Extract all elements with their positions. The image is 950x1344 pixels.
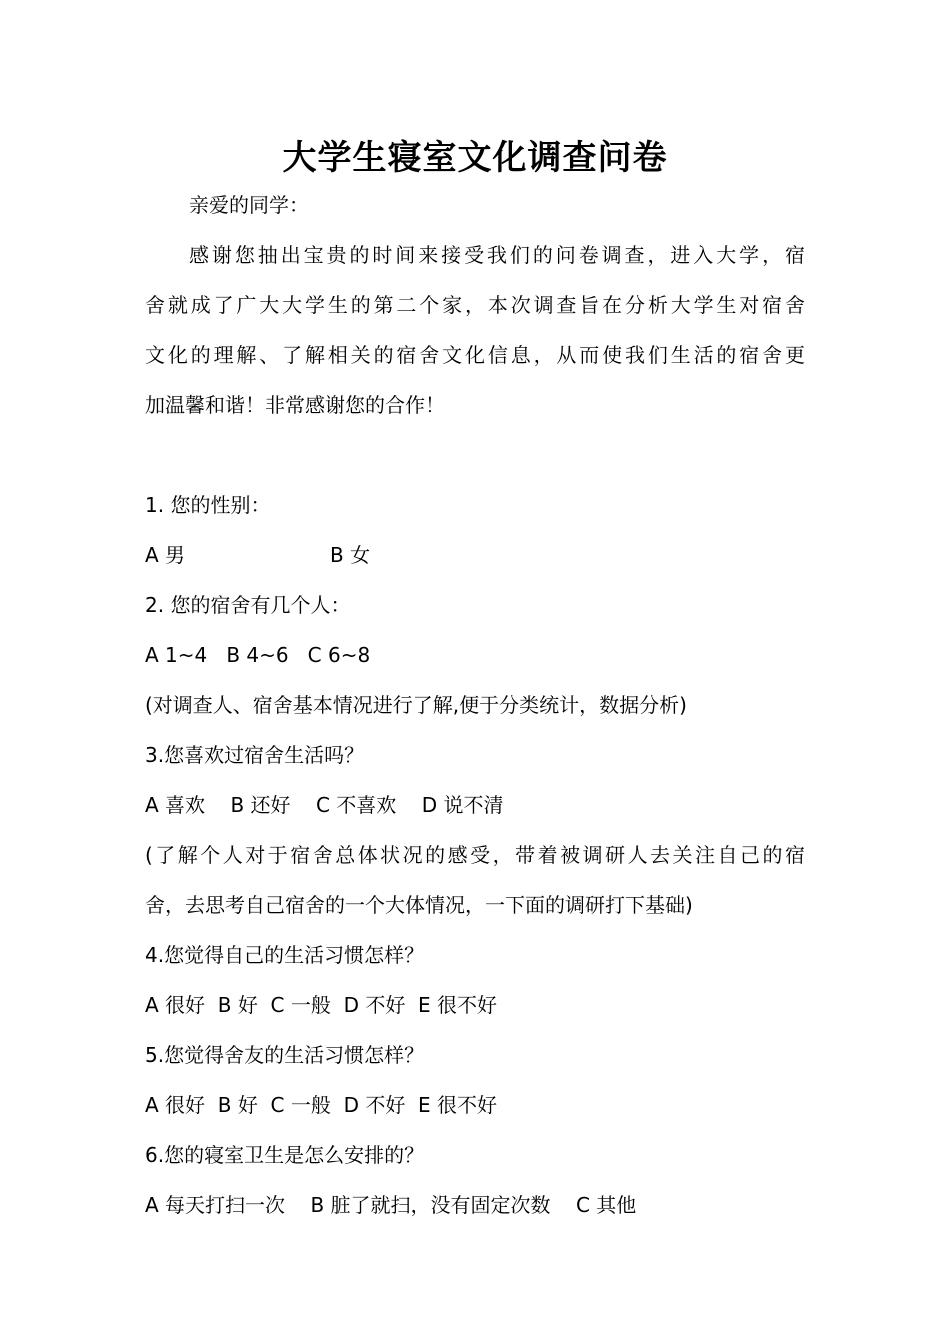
question-3-note-line-1: (了解个人对于宿舍总体状况的感受，带着被调研人去关注自己的宿 [145, 843, 805, 867]
intro-line-4: 加温馨和谐！非常感谢您的合作！ [145, 393, 445, 417]
option-a: A 男 [145, 543, 186, 567]
document-title: 大学生寝室文化调查问卷 [282, 138, 668, 178]
option-b: B 女 [330, 543, 371, 567]
question-4: 4.您觉得自己的生活习惯怎样？ [145, 943, 425, 967]
intro-line-3: 文化的理解、了解相关的宿舍文化信息，从而使我们生活的宿舍更 [145, 343, 805, 367]
question-6-options: A 每天打扫一次 B 脏了就扫，没有固定次数 C 其他 [145, 1193, 637, 1217]
intro-line-2: 舍就成了广大大学生的第二个家，本次调查旨在分析大学生对宿舍 [145, 293, 805, 317]
question-2-options: A 1~4 B 4~6 C 6~8 [145, 643, 371, 667]
question-3: 3.您喜欢过宿舍生活吗？ [145, 743, 365, 767]
intro-line-1: 感谢您抽出宝贵的时间来接受我们的问卷调查，进入大学，宿 [189, 243, 805, 267]
question-1-options [145, 530, 805, 580]
question-5-options: A 很好 B 好 C 一般 D 不好 E 很不好 [145, 1093, 498, 1117]
question-6: 6.您的寝室卫生是怎么安排的？ [145, 1143, 425, 1167]
document-body [145, 180, 805, 1230]
question-5: 5.您觉得舍友的生活习惯怎样？ [145, 1043, 425, 1067]
question-3-options: A 喜欢 B 还好 C 不喜欢 D 说不清 [145, 793, 504, 817]
question-3-note-line-2: 舍，去思考自己宿舍的一个大体情况，一下面的调研打下基础) [145, 893, 693, 917]
question-4-options: A 很好 B 好 C 一般 D 不好 E 很不好 [145, 993, 498, 1017]
question-2-note: (对调查人、宿舍基本情况进行了解,便于分类统计，数据分析) [145, 693, 687, 717]
question-1: 1. 您的性别： [145, 493, 271, 517]
greeting: 亲爱的同学： [189, 193, 309, 217]
question-2: 2. 您的宿舍有几个人： [145, 593, 351, 617]
spacer [145, 430, 805, 480]
